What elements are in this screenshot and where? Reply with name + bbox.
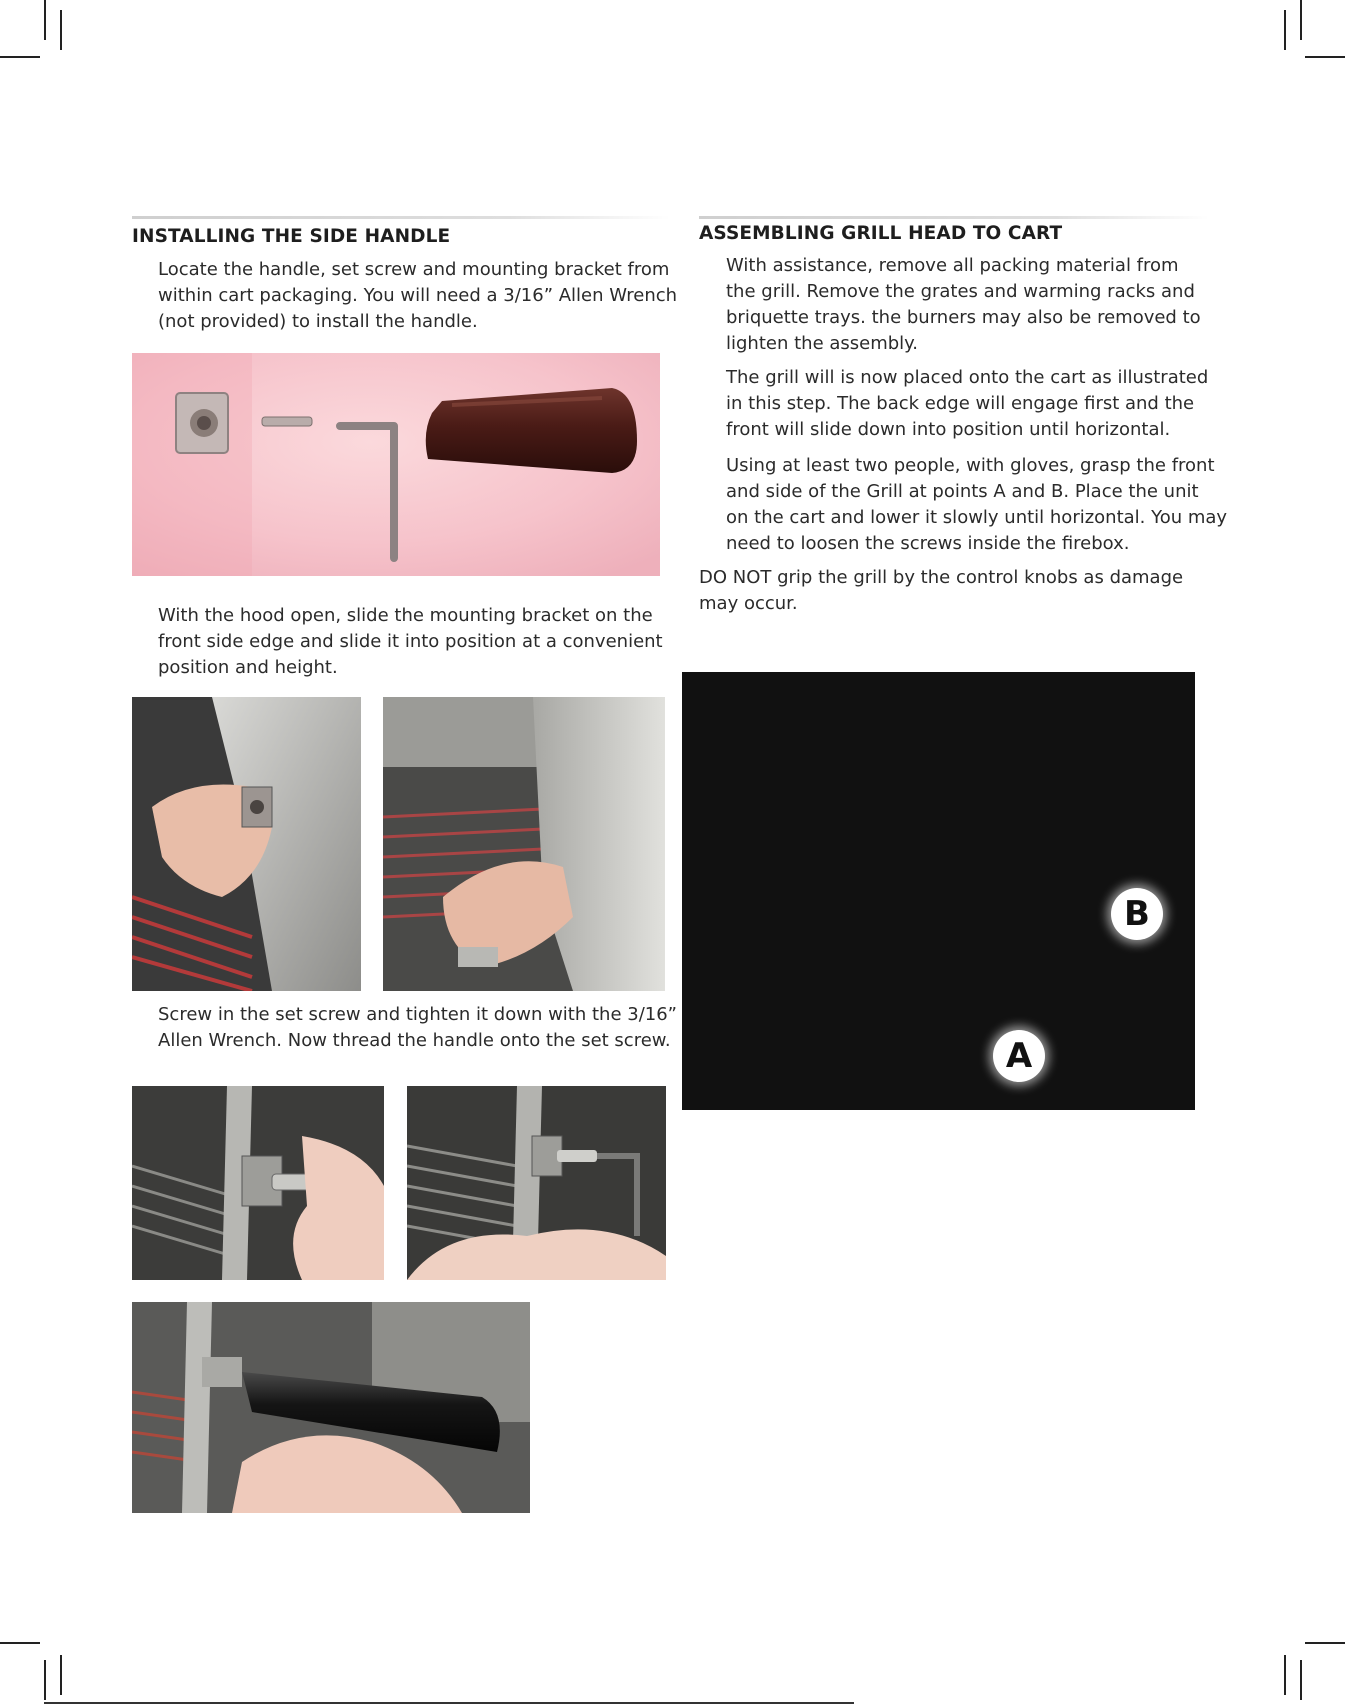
crop-mark	[60, 1655, 62, 1695]
crop-mark	[1300, 0, 1302, 40]
parts-photo	[132, 353, 660, 576]
handle-installed-photo	[132, 1302, 530, 1513]
bracket-photo-slide	[383, 697, 665, 991]
placement-paragraph: The grill will is now placed onto the cart as illustrated in this step. The back edge will engage first and the front will slide down into position until horizontal.	[726, 367, 1209, 440]
lifting-paragraph: Using at least two people, with gloves, grasp the front and side of the Grill at points A and B. Place the unit on the cart and lower it slowly until horizontal. You may need to loosen the screws inside the firebox.	[726, 455, 1228, 554]
crop-mark	[44, 0, 46, 40]
heading-rule	[132, 216, 670, 219]
crop-mark	[1305, 56, 1345, 58]
crop-mark	[60, 10, 62, 50]
crop-mark	[1305, 1642, 1345, 1644]
section-heading-grill-head: ASSEMBLING GRILL HEAD TO CART	[699, 223, 1063, 244]
bracket-step-paragraph: With the hood open, slide the mounting bracket on the front side edge and slide it into position at a convenient position and height.	[158, 605, 663, 678]
warning-paragraph: DO NOT grip the grill by the control knobs as damage may occur.	[699, 567, 1184, 614]
crop-mark	[1284, 10, 1286, 50]
grill-assembly-figure	[682, 672, 1195, 1110]
callout-point-b: B	[1111, 888, 1163, 940]
crop-mark	[44, 1660, 46, 1700]
bottom-rule	[44, 1702, 854, 1704]
intro-paragraph: Locate the handle, set screw and mounting bracket from within cart packaging. You will need a 3/16” Allen Wrench (not provided) to install the handle.	[158, 259, 678, 332]
section-heading-side-handle: INSTALLING THE SIDE HANDLE	[132, 226, 451, 247]
crop-mark	[0, 1642, 40, 1644]
packing-paragraph: With assistance, remove all packing material from the grill. Remove the grates and warming racks and briquette trays. the burners may also be removed to lighten the assembly.	[726, 255, 1201, 354]
crop-mark	[1300, 1660, 1302, 1700]
screw-step-paragraph: Screw in the set screw and tighten it down with the 3/16” Allen Wrench. Now thread the handle onto the set screw.	[158, 1004, 677, 1051]
allen-wrench-photo	[407, 1086, 666, 1280]
crop-mark	[0, 56, 40, 58]
bracket-photo-hand	[132, 697, 361, 991]
set-screw-photo	[132, 1086, 384, 1280]
callout-point-a: A	[993, 1030, 1045, 1082]
crop-mark	[1284, 1655, 1286, 1695]
heading-rule	[699, 216, 1209, 219]
